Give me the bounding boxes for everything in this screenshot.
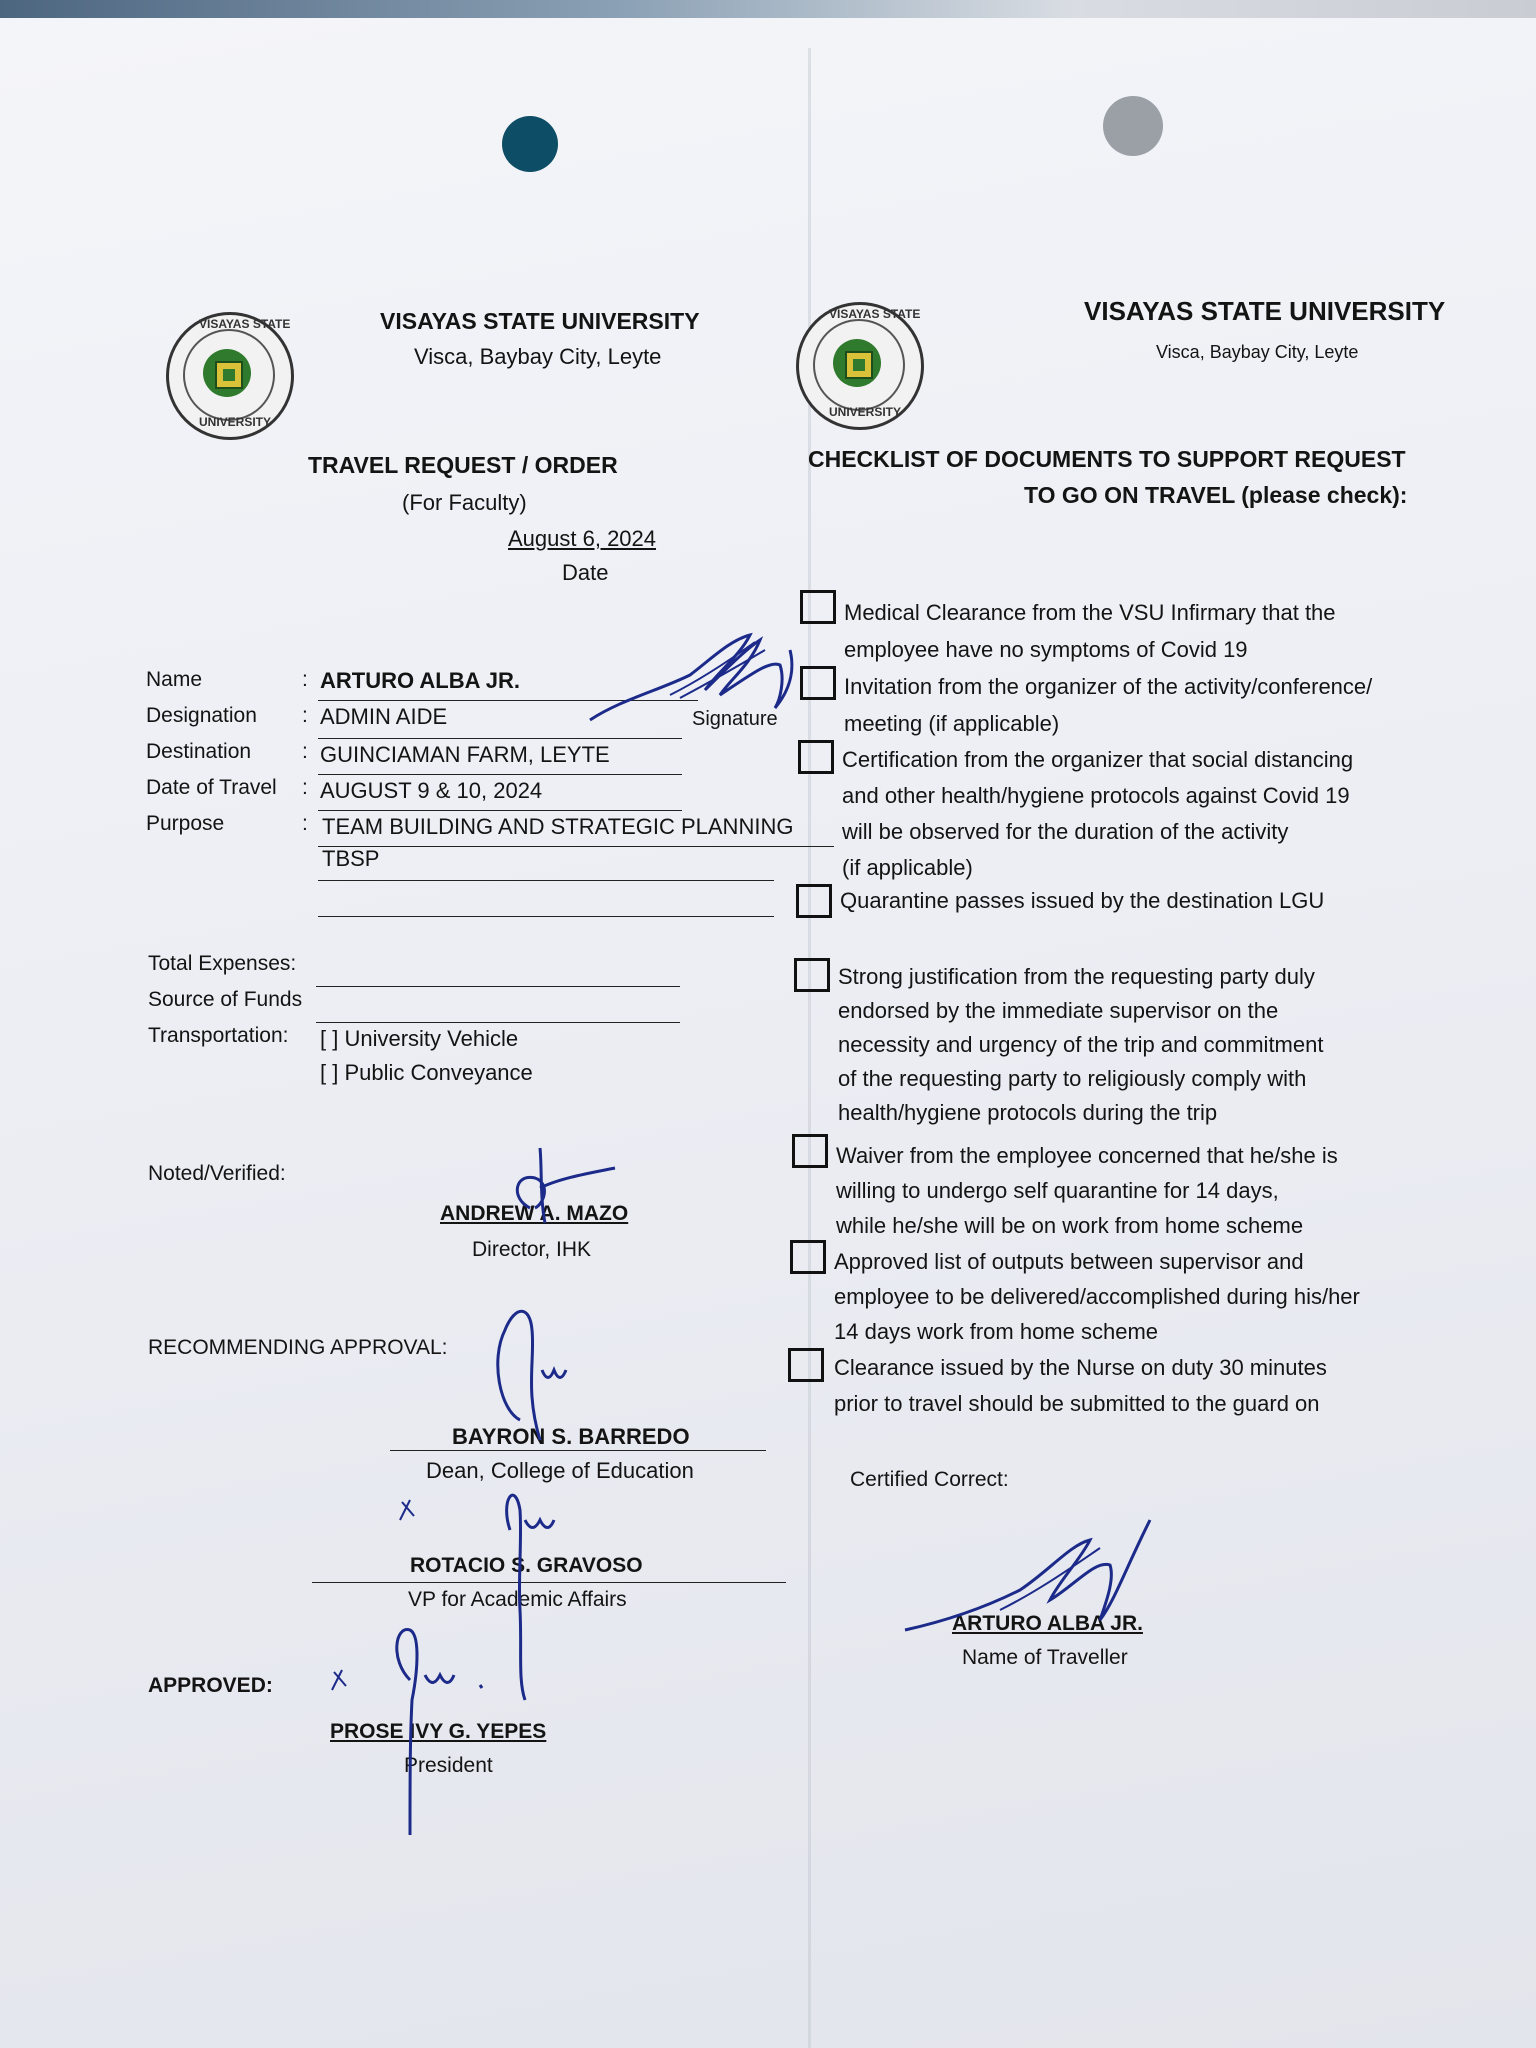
transport-option-public-conveyance: [ ] Public Conveyance [320,1060,533,1085]
date-of-travel-label: Date of Travel [146,776,277,799]
traveller-caption: Name of Traveller [962,1646,1128,1669]
date-of-travel-value: AUGUST 9 & 10, 2024 [320,778,543,803]
form-title: TRAVEL REQUEST / ORDER [308,452,618,478]
punch-hole [502,116,558,172]
checklist-checkbox-3[interactable] [798,740,834,774]
university-address-left: Visca, Baybay City, Leyte [414,344,662,369]
purpose-line-3 [318,916,774,917]
purpose-line-1 [318,846,834,847]
checklist-item-2: Invitation from the organizer of the activity/conference/ meeting (if applicable) [844,674,1373,736]
destination-line [318,774,682,775]
source-of-funds-label: Source of Funds [148,988,303,1011]
recommender1-signature [480,1300,600,1450]
colon: : [302,812,308,835]
checklist-checkbox-2[interactable] [800,666,836,700]
request-date-value: August 6, 2024 [508,526,657,551]
university-seal-right: VISAYAS STATE UNIVERSITY [796,302,924,430]
recommender2-position: VP for Academic Affairs [408,1588,627,1611]
checklist-checkbox-4[interactable] [796,884,832,918]
noted-position: Director, IHK [472,1238,592,1261]
total-expenses-label: Total Expenses: [148,952,297,975]
checklist-item-5: Strong justification from the requesting party duly endorsed by the immediate supervisor on the necessity and urgency of the trip and commitment of the requesting party to religiously comply with health/hygiene protocols during the trip [838,964,1324,1125]
university-address-right: Visca, Baybay City, Leyte [1156,342,1359,362]
recommender1-position: Dean, College of Education [426,1458,694,1483]
checklist-item-8: Clearance issued by the Nurse on duty 30 minutes prior to travel should be submitted to the guard on [834,1355,1327,1416]
signature-label: Signature [692,708,778,730]
name-value: ARTURO ALBA JR. [320,668,521,693]
colon: : [302,704,308,727]
designation-label: Designation [146,704,257,727]
source-of-funds-line [316,1022,680,1023]
transportation-label: Transportation: [148,1024,289,1047]
university-seal-left: VISAYAS STATE UNIVERSITY [166,312,294,440]
purpose-value-line2: TBSP [322,846,380,871]
recommender2-name: ROTACIO S. GRAVOSO [410,1554,643,1577]
checklist-checkbox-7[interactable] [790,1240,826,1274]
destination-label: Destination [146,740,252,763]
punch-hole [1103,96,1163,156]
traveller-signature [580,620,800,730]
traveller-name: ARTURO ALBA JR. [952,1612,1143,1635]
request-date-label: Date [562,560,609,585]
checklist-checkbox-8[interactable] [788,1348,824,1382]
checklist-item-4: Quarantine passes issued by the destination LGU [840,888,1325,913]
colon: : [302,740,308,763]
checklist-checkbox-1[interactable] [800,590,836,624]
certified-signature [900,1500,1160,1650]
recommender1-line [390,1450,766,1451]
designation-value: ADMIN AIDE [320,704,448,729]
name-label: Name [146,668,203,691]
approver-name: PROSE IVY G. YEPES [330,1720,547,1743]
noted-name: ANDREW A. MAZO [440,1202,629,1225]
checklist-item-6: Waiver from the employee concerned that he/she is willing to undergo self quarantine for 14 days, while he/she will be on work from home scheme [836,1143,1338,1238]
checklist-title-line2: TO GO ON TRAVEL (please check): [1024,482,1408,508]
destination-value: GUINCIAMAN FARM, LEYTE [320,742,610,767]
recommender1-name: BAYRON S. BARREDO [452,1424,690,1449]
noted-verified-label: Noted/Verified: [148,1162,286,1185]
colon: : [302,776,308,799]
checklist-checkbox-6[interactable] [792,1134,828,1168]
university-name-right: VISAYAS STATE UNIVERSITY [1084,296,1446,326]
transport-option-university-vehicle: [ ] University Vehicle [320,1026,519,1051]
noted-signature [500,1138,630,1228]
certified-correct-label: Certified Correct: [850,1468,1009,1491]
checklist-item-1: Medical Clearance from the VSU Infirmary that the employee have no symptoms of Covid 19 [844,600,1336,662]
date-of-travel-line [318,810,682,811]
checklist-checkbox-5[interactable] [794,958,830,992]
approver-signature [320,1620,520,1840]
approver-position: President [404,1754,493,1777]
colon: : [302,668,308,691]
university-name-left: VISAYAS STATE UNIVERSITY [380,308,700,334]
purpose-label: Purpose [146,812,225,835]
purpose-value-line1: TEAM BUILDING AND STRATEGIC PLANNING [322,814,794,839]
checklist-item-3: Certification from the organizer that social distancing and other health/hygiene protocols against Covid 19 will be observed for the duration of the activity (if applicable) [842,747,1354,880]
designation-line [318,738,682,739]
total-expenses-line [316,986,680,987]
approved-label: APPROVED: [148,1674,273,1697]
checklist-title-line1: CHECKLIST OF DOCUMENTS TO SUPPORT REQUEST [808,446,1406,472]
checklist-item-7: Approved list of outputs between supervisor and employee to be delivered/accomplished during his/her 14 days work from home scheme [834,1249,1360,1344]
form-subtitle: (For Faculty) [402,490,527,515]
recommending-approval-label: RECOMMENDING APPROVAL: [148,1336,448,1359]
purpose-line-2 [318,880,774,881]
